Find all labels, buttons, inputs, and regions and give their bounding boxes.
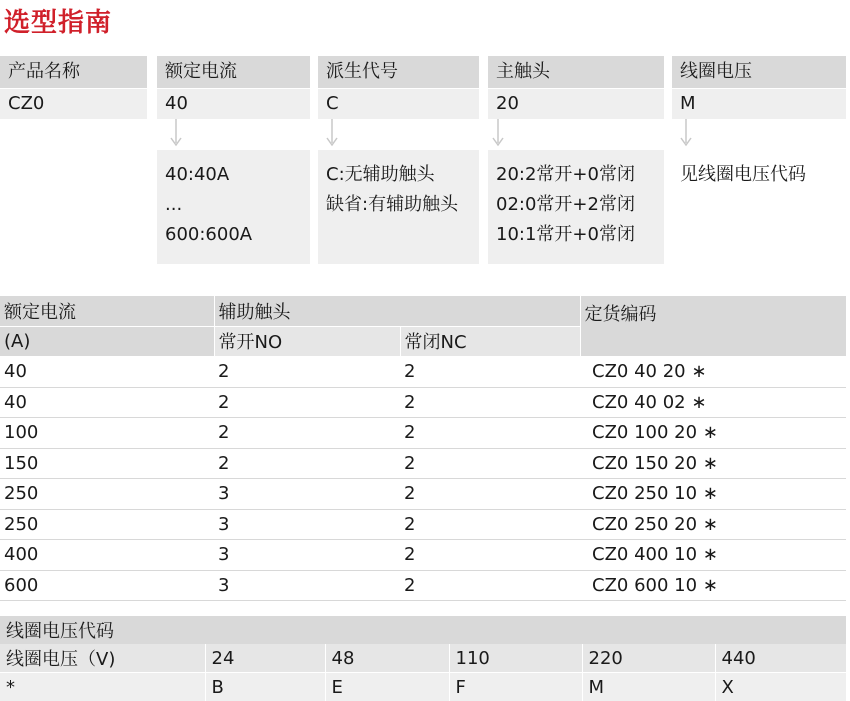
coil-voltage-value: 440 <box>715 644 846 673</box>
table-row <box>0 673 846 701</box>
coil-voltage-value: 220 <box>582 644 715 673</box>
cell-current: 400 <box>0 540 214 571</box>
table-row <box>0 570 846 601</box>
cell-nc: 2 <box>400 418 580 449</box>
detail-line: 见线圈电压代码 <box>680 164 806 185</box>
detail-rated-current <box>157 150 310 264</box>
detail-line: 缺省:有辅助触头 <box>326 194 459 215</box>
down-arrow-icon <box>680 119 692 150</box>
cell-current: 100 <box>0 418 214 449</box>
value-derivative-code: C <box>318 89 479 119</box>
header-product-name: 产品名称 <box>0 56 147 88</box>
cell-no: 3 <box>214 540 400 571</box>
header-rated-current: 额定电流 <box>0 296 214 326</box>
detail-line: ... <box>165 194 183 215</box>
detail-derivative-code <box>318 150 479 264</box>
cell-nc: 2 <box>400 570 580 601</box>
cell-order-code: CZ0 600 10 ∗ <box>580 570 846 601</box>
cell-current: 600 <box>0 570 214 601</box>
coil-code-label: * <box>0 673 205 701</box>
value-product-name: CZ0 <box>0 89 147 119</box>
detail-line: 02:0常开+2常闭 <box>496 194 635 215</box>
cell-order-code: CZ0 250 10 ∗ <box>580 479 846 510</box>
cell-nc: 2 <box>400 448 580 479</box>
detail-line: 40:40A <box>165 164 230 185</box>
coil-voltage-value: 110 <box>449 644 582 673</box>
header-coil-voltage: 线圈电压 <box>672 56 846 88</box>
detail-line: 600:600A <box>165 224 253 245</box>
down-arrow-icon <box>326 119 338 150</box>
header-main-contact: 主触头 <box>488 56 664 88</box>
cell-order-code: CZ0 100 20 ∗ <box>580 418 846 449</box>
header-no: 常开NO <box>214 326 400 357</box>
cell-no: 2 <box>214 448 400 479</box>
table-row <box>0 509 846 540</box>
cell-order-code: CZ0 40 02 ∗ <box>580 387 846 418</box>
coil-voltage-value: 24 <box>205 644 325 673</box>
detail-line: C:无辅助触头 <box>326 164 435 185</box>
cell-no: 3 <box>214 570 400 601</box>
cell-no: 3 <box>214 479 400 510</box>
header-aux-contact: 辅助触头 <box>214 296 580 326</box>
header-current-unit: (A) <box>0 326 214 357</box>
value-main-contact: 20 <box>488 89 664 119</box>
coil-code-value: X <box>715 673 846 701</box>
cell-nc: 2 <box>400 540 580 571</box>
table-row <box>0 357 846 388</box>
cell-current: 150 <box>0 448 214 479</box>
coil-voltage-label: 线圈电压（V) <box>0 644 205 673</box>
cell-no: 2 <box>214 357 400 388</box>
coil-table-title: 线圈电压代码 <box>0 616 846 644</box>
detail-line: 10:1常开+0常闭 <box>496 224 635 245</box>
header-rated-current: 额定电流 <box>157 56 310 88</box>
down-arrow-icon <box>492 119 504 150</box>
detail-main-contact <box>488 150 664 264</box>
table-row <box>0 540 846 571</box>
header-order-code: 定货编码 <box>580 296 846 357</box>
cell-order-code: CZ0 150 20 ∗ <box>580 448 846 479</box>
table-row <box>0 418 846 449</box>
cell-no: 2 <box>214 387 400 418</box>
page-title: 选型指南 <box>4 8 113 38</box>
order-code-table <box>0 296 846 601</box>
header-derivative-code: 派生代号 <box>318 56 479 88</box>
table-row <box>0 479 846 510</box>
cell-current: 250 <box>0 509 214 540</box>
value-coil-voltage: M <box>672 89 846 119</box>
cell-current: 250 <box>0 479 214 510</box>
value-rated-current: 40 <box>157 89 310 119</box>
table-row <box>0 387 846 418</box>
coil-code-value: M <box>582 673 715 701</box>
coil-code-value: B <box>205 673 325 701</box>
cell-order-code: CZ0 40 20 ∗ <box>580 357 846 388</box>
coil-code-value: F <box>449 673 582 701</box>
cell-nc: 2 <box>400 357 580 388</box>
coil-voltage-table <box>0 616 846 701</box>
cell-no: 3 <box>214 509 400 540</box>
cell-current: 40 <box>0 387 214 418</box>
table-row <box>0 448 846 479</box>
cell-current: 40 <box>0 357 214 388</box>
cell-nc: 2 <box>400 509 580 540</box>
coil-voltage-value: 48 <box>325 644 449 673</box>
cell-order-code: CZ0 250 20 ∗ <box>580 509 846 540</box>
cell-no: 2 <box>214 418 400 449</box>
coil-code-value: E <box>325 673 449 701</box>
cell-nc: 2 <box>400 479 580 510</box>
cell-nc: 2 <box>400 387 580 418</box>
down-arrow-icon <box>170 119 182 150</box>
cell-order-code: CZ0 400 10 ∗ <box>580 540 846 571</box>
table-row <box>0 644 846 673</box>
detail-coil-voltage <box>672 150 846 264</box>
detail-line: 20:2常开+0常闭 <box>496 164 635 185</box>
header-nc: 常闭NC <box>400 326 580 357</box>
